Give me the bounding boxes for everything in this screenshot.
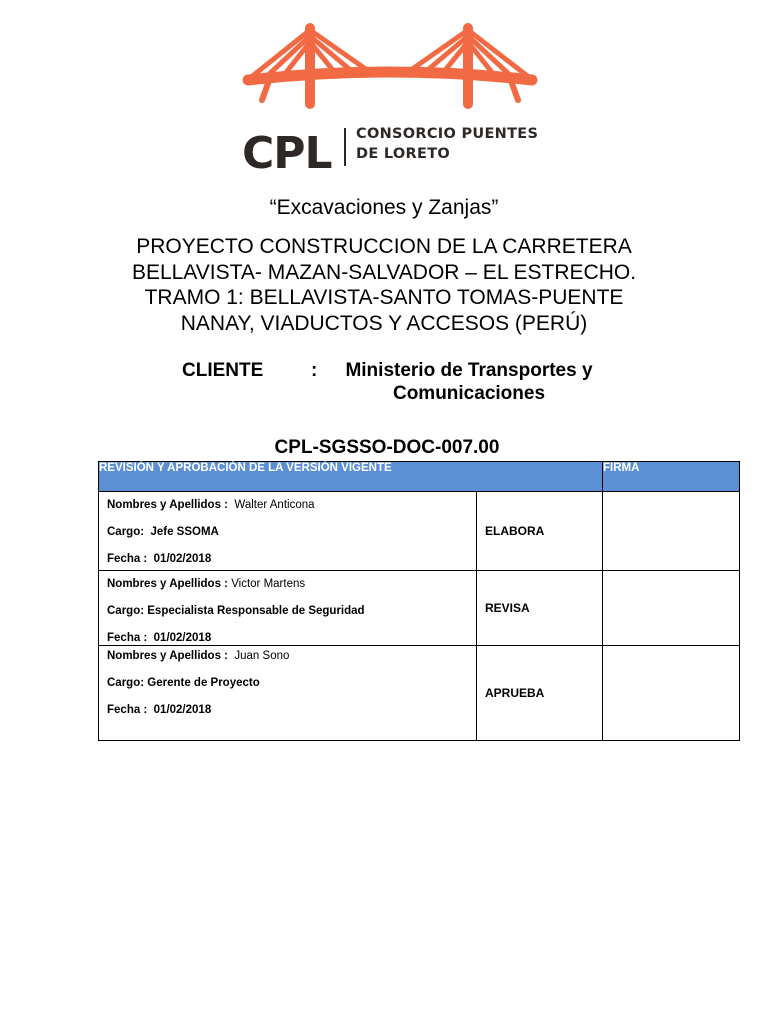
action-cell: REVISA [477, 571, 603, 646]
date-label: Fecha : [107, 632, 148, 644]
name-label: Nombres y Apellidos : [107, 650, 228, 662]
approval-date: 01/02/2018 [153, 632, 212, 644]
project-line: BELLAVISTA- MAZAN-SALVADOR – EL ESTRECHO. [131, 260, 637, 284]
approval-date: 01/02/2018 [153, 553, 212, 565]
company-logo [240, 20, 540, 179]
date-line [107, 552, 468, 566]
name-label: Nombres y Apellidos : [107, 578, 228, 590]
name-label: Nombres y Apellidos : [107, 499, 228, 511]
project-line: NANAY, VIADUCTOS Y ACCESOS (PERÚ) [180, 311, 588, 335]
signature-cell [603, 492, 740, 571]
date-line [107, 703, 468, 717]
person-role: Jefe SSOMA [150, 526, 219, 538]
signature-cell [603, 571, 740, 646]
person-info-cell [99, 492, 477, 571]
name-line [107, 577, 468, 591]
logo-company-name [356, 124, 538, 164]
logo-name-line1: CONSORCIO PUENTES [356, 126, 539, 142]
table-row [99, 492, 740, 571]
person-name: Walter Anticona [234, 499, 315, 511]
person-name: Juan Sono [234, 650, 290, 662]
role-label: Cargo: [107, 526, 145, 538]
document-code: CPL-SGSSO-DOC-007.00 [274, 437, 500, 458]
revision-approval-table [98, 461, 740, 741]
client-name-line1: Ministerio de Transportes y [345, 360, 593, 381]
table-row [99, 571, 740, 646]
header-signature: FIRMA [603, 462, 740, 492]
role-line [107, 676, 468, 690]
role-label: Cargo: [107, 605, 145, 617]
date-label: Fecha : [107, 704, 148, 716]
approval-date: 01/02/2018 [153, 704, 212, 716]
action-cell: ELABORA [477, 492, 603, 571]
date-line [107, 631, 468, 645]
person-role: Gerente de Proyecto [147, 677, 260, 689]
name-line [107, 649, 468, 663]
person-info-cell [99, 571, 477, 646]
role-line [107, 604, 468, 618]
table-header-row [99, 462, 740, 492]
person-name: Victor Martens [231, 578, 306, 590]
project-description [60, 234, 708, 336]
client-label: CLIENTE [182, 360, 264, 381]
date-label: Fecha : [107, 553, 148, 565]
header-revision: REVISIÓN Y APROBACIÓN DE LA VERSIÓN VIGENTE [99, 462, 603, 492]
client-name [324, 359, 614, 405]
document-title: “Excavaciones y Zanjas” [269, 196, 499, 219]
bridge-icon [240, 20, 540, 120]
person-role: Especialista Responsable de Seguridad [147, 605, 365, 617]
role-label: Cargo: [107, 677, 145, 689]
client-name-line2: Comunicaciones [392, 383, 546, 404]
action-cell: APRUEBA [477, 646, 603, 741]
signature-cell [603, 646, 740, 741]
logo-divider [344, 128, 346, 166]
client-colon: : [311, 360, 318, 381]
person-info-cell [99, 646, 477, 741]
table-row [99, 646, 740, 741]
name-line [107, 498, 468, 512]
project-line: TRAMO 1: BELLAVISTA-SANTO TOMAS-PUENTE [144, 286, 624, 309]
project-line: PROYECTO CONSTRUCCION DE LA CARRETERA [136, 235, 632, 258]
logo-name-line2: DE LORETO [356, 146, 451, 162]
logo-abbreviation: CPL [242, 128, 332, 179]
role-line [107, 525, 468, 539]
